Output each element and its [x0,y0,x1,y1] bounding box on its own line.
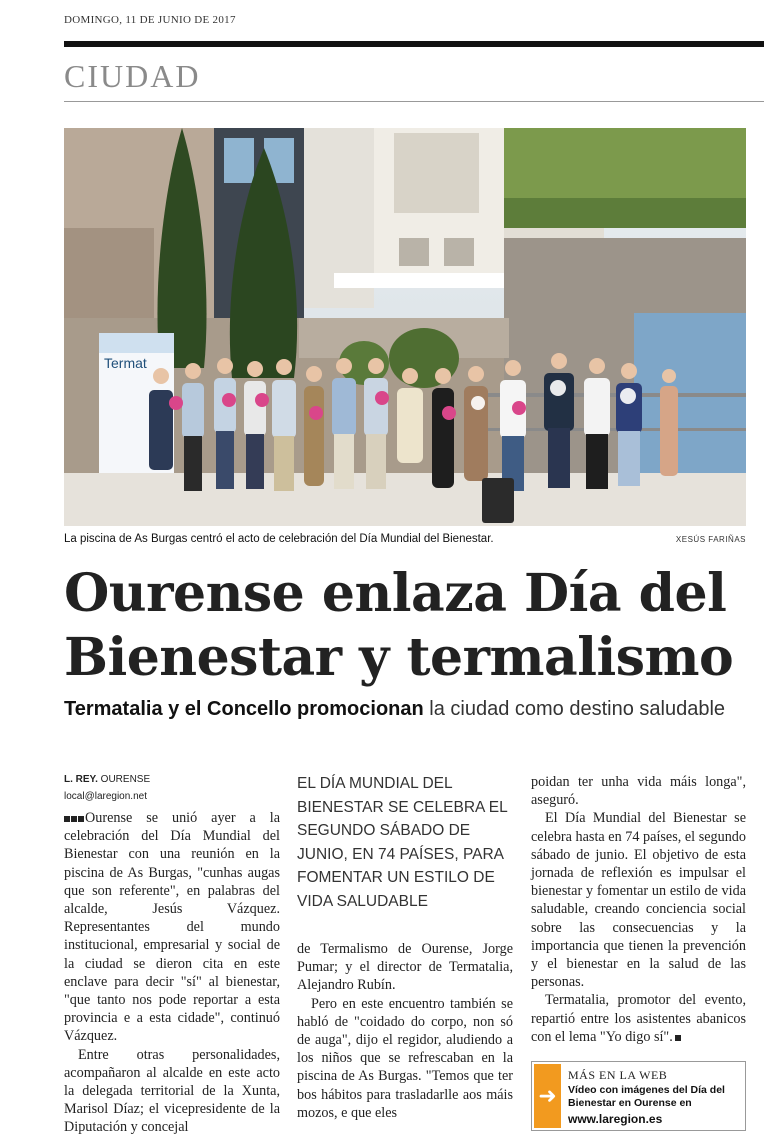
web-promo-text: Vídeo con imágenes del Día del Bienestar en Ourense en [568,1084,725,1109]
headline-line-1: Ourense enlaza Día del [64,563,727,624]
paragraph [64,809,280,1046]
byline [64,774,150,785]
paragraph: El Día Mundial del Bienestar se celebra hasta en 74 países, el segundo sábado de junio. El objetivo de esta jornada de reflexión es impulsar el bienestar y fomentar un estilo de vida saludable, creando conciencia social sobre las consecuencias y la importancia que tienen la prevención y el bienestar en la salud de las personas. [531,810,746,991]
paragraph-text: Termatalia, promotor del evento, repartió entre los asistentes abanicos con el lema "Yo digo sí". [531,992,746,1045]
web-promo-box[interactable] [531,1061,746,1131]
photo-caption: La piscina de As Burgas centró el acto de celebración del Día Mundial del Bienestar. [64,533,494,545]
news-photo [64,128,746,526]
subhead-bold: Termatalia y el Concello promocionan [64,698,424,720]
byline-email: local@laregion.net [64,791,147,802]
photo-credit: XESÚS FARIÑAS [675,535,746,544]
header-rule-thin [64,101,764,102]
arrow-right-icon: ➜ [534,1064,561,1128]
sign-text: Termat [104,355,147,371]
article-column-1 [64,809,280,1137]
pull-quote: EL DÍA MUNDIAL DEL BIENESTAR SE CELEBRA EL SEGUNDO SÁBADO DE JUNIO, EN 74 PAÍSES, PARA FOMENTAR UN ESTILO DE VIDA SALUDABLE [297,775,508,910]
paragraph: Entre otras personalidades, acompañaron al alcalde en este acto la delegada territorial de la Xunta, Marisol Díaz; el vicepresidente de la Diputación y concejal [64,1046,280,1136]
end-mark-icon [675,1035,681,1041]
paragraph: poidan ter unha vida máis longa", aseguró. [531,774,746,809]
dateline: DOMINGO, 11 DE JUNIO DE 2017 [64,14,236,26]
headline-line-2: Bienestar y termalismo [64,627,734,688]
web-promo-link[interactable]: www.laregion.es [568,1112,663,1126]
paragraph: Pero en este encuentro también se habló de "coidado do corpo, non só de auga", dijo el regidor, aludiendo a los niños que se refrescaban en la piscina de As Burgas. "Temos que ter bos hábitos para trasladarlle aos máis mozos, e que eles [297,995,513,1121]
byline-author: L. REY. [64,774,98,785]
article-column-2 [297,940,513,1122]
section-title: CIUDAD [64,58,201,94]
byline-place: OURENSE [97,774,151,785]
paragraph: de Termalismo de Ourense, Jorge Pumar; y el director de Termatalia, Alejandro Rubín. [297,941,513,994]
subheadline [64,698,764,721]
paragraph-text: Ourense se unió ayer a la celebración del Día Mundial del Bienestar con una reunión en la piscina de As Burgas, "cunhas augas que son referente", en palabras del alcalde, Jesús Vázquez. Representantes del mundo institucional, empresarial y social de la ciudad se dieron cita en este enclave para decir "sí" al bienestar, "que tanto nos pode reportar a esta provincia e a esta cidade", continuó Vázquez. [64,810,280,1045]
header-rule-thick [64,41,764,47]
subhead-rest: la ciudad como destino saludable [423,698,726,720]
web-promo-title: MÁS EN LA WEB [568,1068,668,1082]
paragraph [531,991,746,1046]
article-column-3 [531,773,746,1046]
headline [64,562,754,690]
